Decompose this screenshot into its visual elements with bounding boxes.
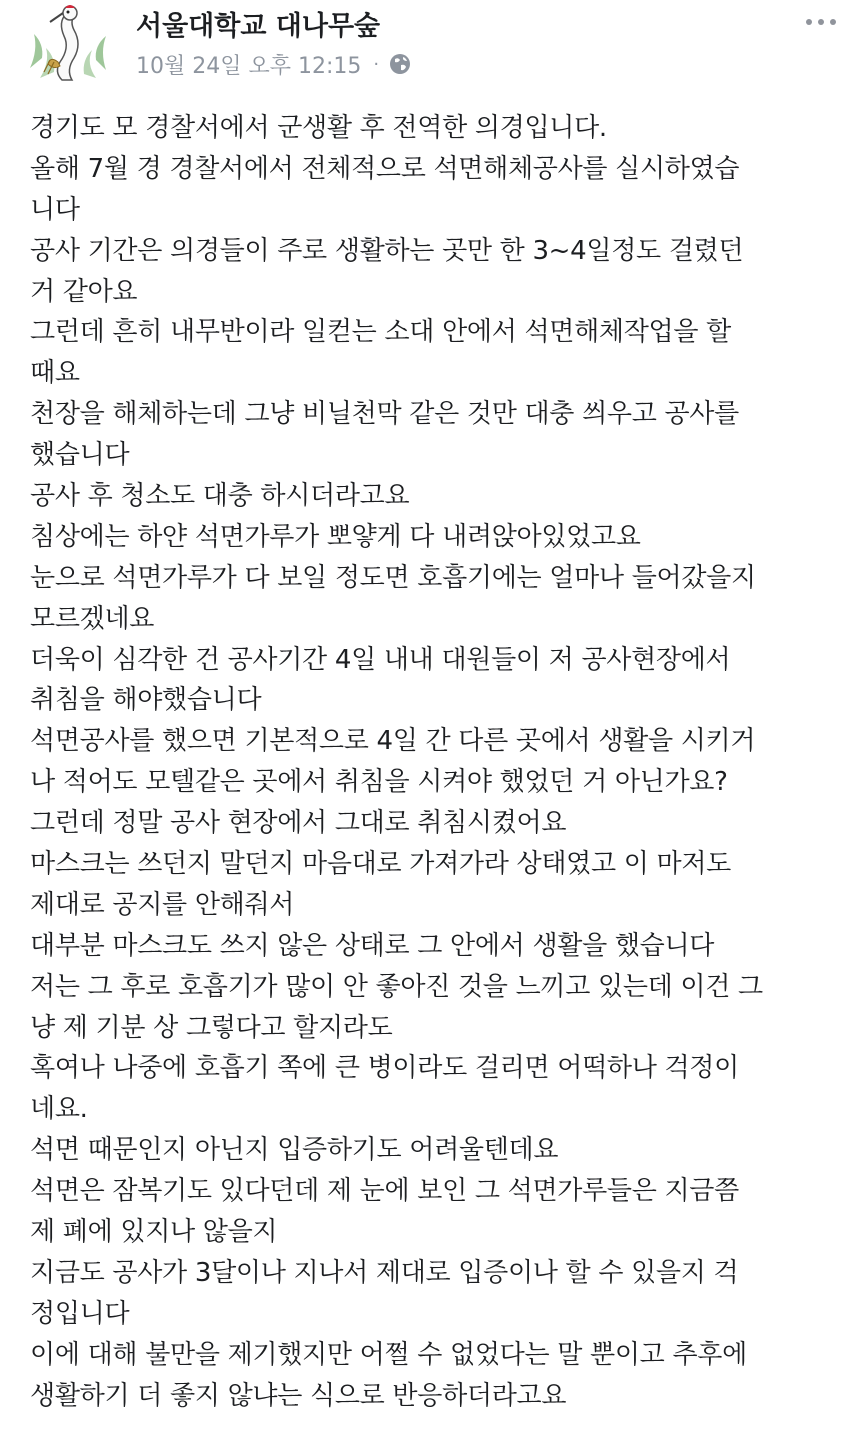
post-text-line: 마스크는 쓰던지 말던지 마음대로 가져가라 상태였고 이 마저도: [30, 849, 731, 880]
post-text-line: 제 폐에 있지나 않을지: [30, 1217, 278, 1248]
page-avatar[interactable]: [20, 0, 118, 86]
post-text-line: 했습니다: [30, 440, 130, 471]
post-text-line: 거 같아요: [30, 276, 138, 307]
more-dots-icon: [806, 19, 812, 25]
post-text-line: 혹여나 나중에 호흡기 쪽에 큰 병이라도 걸리면 어떡하나 걱정이: [30, 1053, 739, 1084]
post-text-line: 니다: [30, 194, 80, 225]
post-meta: [136, 48, 411, 80]
post-text-line: 이에 대해 불만을 제기했지만 어쩔 수 없었다는 말 뿐이고 추후에: [30, 1339, 747, 1370]
post-text-line: 제대로 공지를 안해줘서: [30, 889, 295, 920]
more-dots-icon: [818, 19, 824, 25]
post-text-line: 석면 때문인지 아닌지 입증하기도 어려울텐데요: [30, 1135, 559, 1166]
post-timestamp[interactable]: 10월 24일 오후 12:15: [136, 53, 362, 79]
post-text-line: 지금도 공사가 3달이나 지나서 제대로 입증이나 할 수 있을지 걱: [30, 1257, 739, 1288]
post-text-line: 눈으로 석면가루가 다 보일 정도면 호흡기에는 얼마나 들어갔을지: [30, 562, 756, 593]
post-text-line: 석면은 잠복기도 있다던데 제 눈에 보인 그 석면가루들은 지금쯤: [30, 1176, 739, 1207]
crane-bird-logo-icon: [20, 0, 118, 86]
post-text-line: 취침을 해야했습니다: [30, 685, 262, 716]
post-text-line: 네요.: [30, 1094, 88, 1125]
post-text-line: 경기도 모 경찰서에서 군생활 후 전역한 의경입니다.: [30, 113, 607, 143]
more-options-button[interactable]: [806, 12, 836, 32]
post-text-line: 때요: [30, 358, 80, 389]
more-dots-icon: [830, 19, 836, 25]
post-text-line: 공사 기간은 의경들이 주로 생활하는 곳만 한 3~4일정도 걸렸던: [30, 235, 744, 266]
post-text-line: 대부분 마스크도 쓰지 않은 상태로 그 안에서 생활을 했습니다: [30, 930, 715, 961]
post-text-line: 침상에는 하얀 석면가루가 뽀얗게 다 내려앉아있었고요: [30, 521, 641, 552]
post-text-line: 석면공사를 했으면 기본적으로 4일 간 다른 곳에서 생활을 시키거: [30, 726, 756, 757]
post-text-line: 냥 제 기분 상 그렇다고 할지라도: [30, 1012, 393, 1043]
post-text-line: 정입니다: [30, 1298, 130, 1329]
meta-separator: ·: [373, 53, 380, 75]
post-text-line: 올해 7월 경 경찰서에서 전체적으로 석면해체공사를 실시하였습: [30, 153, 740, 184]
post-text-line: 천장을 해체하는데 그냥 비닐천막 같은 것만 대충 씌우고 공사를: [30, 399, 739, 430]
post-text-line: 저는 그 후로 호흡기가 많이 안 좋아진 것을 느끼고 있는데 이건 그: [30, 971, 763, 1002]
post-text-line: 그런데 흔히 내무반이라 일컫는 소대 안에서 석면해체작업을 할: [30, 317, 731, 348]
post-text-line: 모르겠네요: [30, 603, 155, 634]
post-text-line: 나 적어도 모텔같은 곳에서 취침을 시켜야 했었던 거 아닌가요?: [30, 767, 728, 798]
globe-icon[interactable]: [389, 53, 411, 75]
post-text-line: 공사 후 청소도 대충 하시더라고요: [30, 481, 410, 512]
page-name[interactable]: 서울대학교 대나무숲: [136, 11, 381, 42]
post-text-line: 생활하기 더 좋지 않냐는 식으로 반응하더라고요: [30, 1380, 567, 1411]
post-body: [30, 108, 842, 1417]
post-text-line: 더욱이 심각한 건 공사기간 4일 내내 대원들이 저 공사현장에서: [30, 644, 731, 675]
post-text-line: 그런데 정말 공사 현장에서 그대로 취침시켰어요: [30, 808, 567, 839]
post-header: [0, 0, 866, 100]
